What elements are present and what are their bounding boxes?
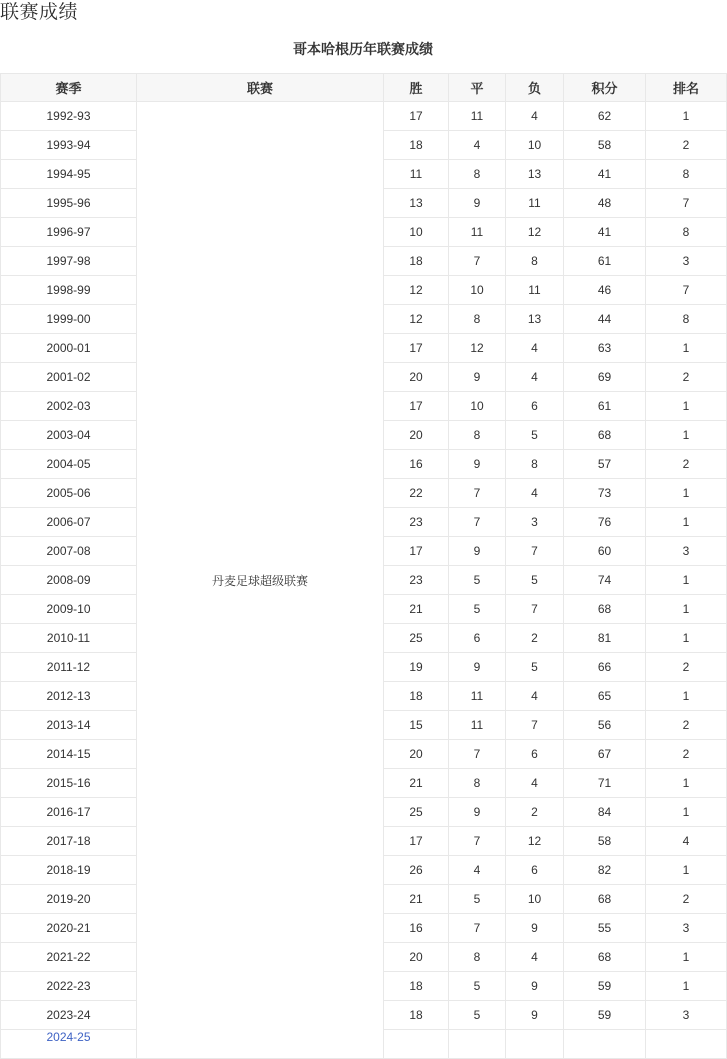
cell-points: 41 bbox=[564, 160, 646, 189]
cell-draws: 7 bbox=[449, 827, 506, 856]
cell-points: 68 bbox=[564, 885, 646, 914]
cell-wins: 16 bbox=[384, 914, 449, 943]
cell-draws: 11 bbox=[449, 711, 506, 740]
cell-wins: 17 bbox=[384, 334, 449, 363]
cell-wins: 21 bbox=[384, 885, 449, 914]
cell-losses: 5 bbox=[506, 653, 564, 682]
cell-season: 1999-00 bbox=[1, 305, 137, 334]
cell-points: 81 bbox=[564, 624, 646, 653]
cell-points: 66 bbox=[564, 653, 646, 682]
cell-wins: 18 bbox=[384, 972, 449, 1001]
cell-points: 59 bbox=[564, 1001, 646, 1030]
cell-wins: 20 bbox=[384, 740, 449, 769]
cell-losses: 4 bbox=[506, 479, 564, 508]
cell-draws: 12 bbox=[449, 334, 506, 363]
cell-points: 68 bbox=[564, 943, 646, 972]
column-header-losses: 负 bbox=[506, 74, 564, 102]
cell-wins bbox=[384, 1030, 449, 1059]
cell-points: 58 bbox=[564, 827, 646, 856]
cell-rank: 1 bbox=[646, 798, 727, 827]
cell-season: 2013-14 bbox=[1, 711, 137, 740]
cell-losses: 4 bbox=[506, 682, 564, 711]
cell-losses: 6 bbox=[506, 392, 564, 421]
cell-wins: 20 bbox=[384, 363, 449, 392]
cell-rank: 1 bbox=[646, 421, 727, 450]
cell-wins: 25 bbox=[384, 624, 449, 653]
cell-losses: 4 bbox=[506, 943, 564, 972]
cell-season: 2002-03 bbox=[1, 392, 137, 421]
cell-rank: 2 bbox=[646, 885, 727, 914]
cell-rank bbox=[646, 1030, 727, 1059]
cell-points: 62 bbox=[564, 102, 646, 131]
page-title: 联赛成绩 bbox=[0, 2, 79, 23]
cell-wins: 10 bbox=[384, 218, 449, 247]
cell-points: 57 bbox=[564, 450, 646, 479]
cell-rank: 3 bbox=[646, 1001, 727, 1030]
cell-draws: 8 bbox=[449, 769, 506, 798]
cell-wins: 20 bbox=[384, 943, 449, 972]
cell-draws: 8 bbox=[449, 943, 506, 972]
cell-points: 41 bbox=[564, 218, 646, 247]
cell-rank: 2 bbox=[646, 131, 727, 160]
cell-rank: 1 bbox=[646, 943, 727, 972]
cell-points: 68 bbox=[564, 595, 646, 624]
cell-draws: 9 bbox=[449, 537, 506, 566]
cell-season: 2000-01 bbox=[1, 334, 137, 363]
cell-rank: 3 bbox=[646, 247, 727, 276]
cell-draws: 7 bbox=[449, 479, 506, 508]
cell-season: 2016-17 bbox=[1, 798, 137, 827]
cell-losses: 8 bbox=[506, 247, 564, 276]
cell-wins: 18 bbox=[384, 247, 449, 276]
cell-draws: 9 bbox=[449, 450, 506, 479]
cell-draws: 11 bbox=[449, 682, 506, 711]
cell-draws: 5 bbox=[449, 566, 506, 595]
cell-wins: 25 bbox=[384, 798, 449, 827]
cell-points: 55 bbox=[564, 914, 646, 943]
cell-wins: 15 bbox=[384, 711, 449, 740]
cell-points: 61 bbox=[564, 392, 646, 421]
cell-losses: 12 bbox=[506, 827, 564, 856]
cell-rank: 7 bbox=[646, 189, 727, 218]
cell-losses: 8 bbox=[506, 450, 564, 479]
cell-wins: 11 bbox=[384, 160, 449, 189]
cell-points: 73 bbox=[564, 479, 646, 508]
cell-losses: 7 bbox=[506, 537, 564, 566]
cell-points: 67 bbox=[564, 740, 646, 769]
page bbox=[0, 2, 726, 1044]
cell-season: 2015-16 bbox=[1, 769, 137, 798]
cell-season: 1998-99 bbox=[1, 276, 137, 305]
cell-draws: 7 bbox=[449, 740, 506, 769]
column-header-draws: 平 bbox=[449, 74, 506, 102]
league-results-table bbox=[0, 73, 727, 1059]
cell-league: 丹麦足球超级联赛 bbox=[137, 102, 384, 1059]
cell-rank: 1 bbox=[646, 856, 727, 885]
cell-draws: 6 bbox=[449, 624, 506, 653]
cell-draws: 5 bbox=[449, 1001, 506, 1030]
cell-losses: 7 bbox=[506, 711, 564, 740]
cell-losses: 4 bbox=[506, 363, 564, 392]
cell-losses: 4 bbox=[506, 102, 564, 131]
cell-season: 2014-15 bbox=[1, 740, 137, 769]
cell-draws: 5 bbox=[449, 972, 506, 1001]
cell-losses: 10 bbox=[506, 131, 564, 160]
cell-points: 74 bbox=[564, 566, 646, 595]
column-header-rank: 排名 bbox=[646, 74, 727, 102]
cell-season: 2023-24 bbox=[1, 1001, 137, 1030]
cell-rank: 2 bbox=[646, 740, 727, 769]
cell-season: 2004-05 bbox=[1, 450, 137, 479]
cell-season: 2009-10 bbox=[1, 595, 137, 624]
cell-losses: 6 bbox=[506, 856, 564, 885]
cell-season: 2007-08 bbox=[1, 537, 137, 566]
cell-losses: 9 bbox=[506, 972, 564, 1001]
column-header-league: 联赛 bbox=[137, 74, 384, 102]
cell-season: 2011-12 bbox=[1, 653, 137, 682]
cell-rank: 1 bbox=[646, 769, 727, 798]
cell-season: 2008-09 bbox=[1, 566, 137, 595]
cell-draws bbox=[449, 1030, 506, 1059]
cell-points: 58 bbox=[564, 131, 646, 160]
cell-draws: 4 bbox=[449, 856, 506, 885]
cell-rank: 1 bbox=[646, 595, 727, 624]
cell-wins: 17 bbox=[384, 827, 449, 856]
cell-draws: 9 bbox=[449, 653, 506, 682]
cell-points: 76 bbox=[564, 508, 646, 537]
cell-points: 69 bbox=[564, 363, 646, 392]
cell-season: 2003-04 bbox=[1, 421, 137, 450]
table-body bbox=[1, 102, 727, 1059]
cell-wins: 26 bbox=[384, 856, 449, 885]
cell-draws: 11 bbox=[449, 102, 506, 131]
cell-points: 46 bbox=[564, 276, 646, 305]
cell-wins: 12 bbox=[384, 276, 449, 305]
cell-rank: 1 bbox=[646, 682, 727, 711]
cell-draws: 4 bbox=[449, 131, 506, 160]
cell-rank: 8 bbox=[646, 218, 727, 247]
cell-losses: 9 bbox=[506, 1001, 564, 1030]
cell-draws: 9 bbox=[449, 363, 506, 392]
cell-losses: 2 bbox=[506, 798, 564, 827]
cell-losses: 13 bbox=[506, 305, 564, 334]
cell-season: 2020-21 bbox=[1, 914, 137, 943]
cell-draws: 10 bbox=[449, 392, 506, 421]
cell-season: 1994-95 bbox=[1, 160, 137, 189]
column-header-points: 积分 bbox=[564, 74, 646, 102]
cell-rank: 1 bbox=[646, 334, 727, 363]
cell-losses: 4 bbox=[506, 334, 564, 363]
cell-wins: 21 bbox=[384, 769, 449, 798]
cell-points bbox=[564, 1030, 646, 1059]
cell-wins: 17 bbox=[384, 537, 449, 566]
cell-rank: 3 bbox=[646, 537, 727, 566]
cell-season: 2006-07 bbox=[1, 508, 137, 537]
cell-losses: 4 bbox=[506, 769, 564, 798]
cell-rank: 1 bbox=[646, 102, 727, 131]
cell-losses: 6 bbox=[506, 740, 564, 769]
cell-draws: 9 bbox=[449, 798, 506, 827]
cell-rank: 4 bbox=[646, 827, 727, 856]
cell-season: 2018-19 bbox=[1, 856, 137, 885]
cell-rank: 1 bbox=[646, 624, 727, 653]
cell-season: 1997-98 bbox=[1, 247, 137, 276]
cell-draws: 10 bbox=[449, 276, 506, 305]
cell-draws: 8 bbox=[449, 305, 506, 334]
cell-season: 1995-96 bbox=[1, 189, 137, 218]
cell-season: 2021-22 bbox=[1, 943, 137, 972]
cell-rank: 1 bbox=[646, 508, 727, 537]
cell-draws: 9 bbox=[449, 189, 506, 218]
cell-losses: 11 bbox=[506, 189, 564, 218]
cell-season: 1996-97 bbox=[1, 218, 137, 247]
cell-wins: 20 bbox=[384, 421, 449, 450]
cell-draws: 5 bbox=[449, 885, 506, 914]
cell-wins: 13 bbox=[384, 189, 449, 218]
cell-wins: 21 bbox=[384, 595, 449, 624]
cell-points: 84 bbox=[564, 798, 646, 827]
cell-wins: 22 bbox=[384, 479, 449, 508]
cell-points: 56 bbox=[564, 711, 646, 740]
cell-rank: 8 bbox=[646, 160, 727, 189]
cell-season: 2017-18 bbox=[1, 827, 137, 856]
cell-losses: 11 bbox=[506, 276, 564, 305]
cell-season: 2010-11 bbox=[1, 624, 137, 653]
column-header-wins: 胜 bbox=[384, 74, 449, 102]
cell-season: 2012-13 bbox=[1, 682, 137, 711]
cell-draws: 8 bbox=[449, 160, 506, 189]
cell-losses: 12 bbox=[506, 218, 564, 247]
cell-losses: 13 bbox=[506, 160, 564, 189]
cell-wins: 23 bbox=[384, 566, 449, 595]
column-header-season: 赛季 bbox=[1, 74, 137, 102]
cell-season: 2005-06 bbox=[1, 479, 137, 508]
cell-draws: 7 bbox=[449, 508, 506, 537]
cell-points: 61 bbox=[564, 247, 646, 276]
cell-points: 65 bbox=[564, 682, 646, 711]
cell-losses bbox=[506, 1030, 564, 1059]
cell-wins: 16 bbox=[384, 450, 449, 479]
cell-points: 48 bbox=[564, 189, 646, 218]
cell-wins: 23 bbox=[384, 508, 449, 537]
cell-losses: 9 bbox=[506, 914, 564, 943]
cell-wins: 12 bbox=[384, 305, 449, 334]
cell-rank: 7 bbox=[646, 276, 727, 305]
cell-season bbox=[1, 1030, 137, 1059]
season-link[interactable]: 2024-25 bbox=[46, 1030, 91, 1044]
cell-draws: 8 bbox=[449, 421, 506, 450]
cell-draws: 7 bbox=[449, 247, 506, 276]
cell-losses: 5 bbox=[506, 421, 564, 450]
cell-rank: 8 bbox=[646, 305, 727, 334]
cell-rank: 2 bbox=[646, 450, 727, 479]
cell-wins: 19 bbox=[384, 653, 449, 682]
table-header-row bbox=[1, 74, 727, 102]
cell-season: 1993-94 bbox=[1, 131, 137, 160]
cell-points: 44 bbox=[564, 305, 646, 334]
cell-rank: 2 bbox=[646, 711, 727, 740]
cell-rank: 1 bbox=[646, 392, 727, 421]
table-row bbox=[1, 102, 727, 131]
cell-wins: 18 bbox=[384, 682, 449, 711]
cell-losses: 2 bbox=[506, 624, 564, 653]
cell-wins: 18 bbox=[384, 131, 449, 160]
cell-points: 68 bbox=[564, 421, 646, 450]
cell-points: 71 bbox=[564, 769, 646, 798]
cell-losses: 5 bbox=[506, 566, 564, 595]
cell-rank: 1 bbox=[646, 566, 727, 595]
cell-losses: 3 bbox=[506, 508, 564, 537]
cell-wins: 17 bbox=[384, 392, 449, 421]
cell-points: 60 bbox=[564, 537, 646, 566]
cell-draws: 11 bbox=[449, 218, 506, 247]
cell-season: 2001-02 bbox=[1, 363, 137, 392]
cell-season: 2019-20 bbox=[1, 885, 137, 914]
cell-rank: 3 bbox=[646, 914, 727, 943]
cell-draws: 5 bbox=[449, 595, 506, 624]
cell-rank: 1 bbox=[646, 972, 727, 1001]
cell-draws: 7 bbox=[449, 914, 506, 943]
cell-points: 59 bbox=[564, 972, 646, 1001]
cell-points: 63 bbox=[564, 334, 646, 363]
cell-rank: 1 bbox=[646, 479, 727, 508]
cell-wins: 17 bbox=[384, 102, 449, 131]
cell-wins: 18 bbox=[384, 1001, 449, 1030]
cell-season: 2022-23 bbox=[1, 972, 137, 1001]
cell-season: 1992-93 bbox=[1, 102, 137, 131]
cell-losses: 7 bbox=[506, 595, 564, 624]
cell-points: 82 bbox=[564, 856, 646, 885]
cell-rank: 2 bbox=[646, 363, 727, 392]
table-caption: 哥本哈根历年联赛成绩 bbox=[293, 41, 433, 57]
cell-losses: 10 bbox=[506, 885, 564, 914]
cell-rank: 2 bbox=[646, 653, 727, 682]
